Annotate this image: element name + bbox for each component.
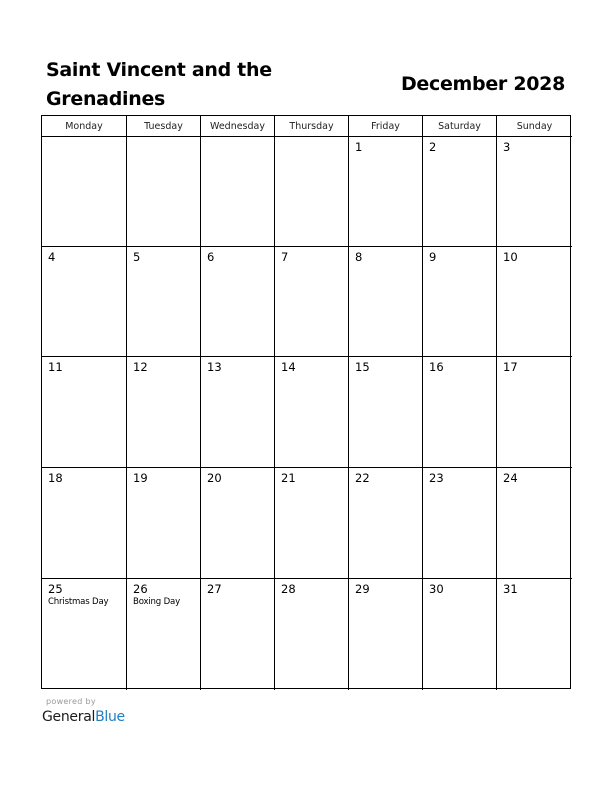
day-number: 4 [48,250,56,264]
day-number: 30 [429,582,444,596]
day-cell-13 [201,357,275,468]
day-cell-15 [349,357,423,468]
weekday-header-friday: Friday [349,116,423,137]
weekday-header-thursday: Thursday [275,116,349,137]
day-cell-21 [275,468,349,579]
day-number: 12 [133,360,148,374]
day-cell-23 [423,468,497,579]
day-cell-5 [127,247,201,357]
day-number: 28 [281,582,296,596]
day-cell-27 [201,579,275,690]
empty-day-cell [201,137,275,247]
weekday-header-wednesday: Wednesday [201,116,275,137]
day-cell-16 [423,357,497,468]
day-number: 6 [207,250,215,264]
day-cell-24 [497,468,572,579]
day-number: 17 [503,360,518,374]
day-cell-1 [349,137,423,247]
weekday-header-sunday: Sunday [497,116,572,137]
day-number: 23 [429,471,444,485]
day-cell-25 [42,579,127,690]
powered-by-label: powered by [46,697,96,706]
holiday-label: Boxing Day [133,597,180,607]
day-number: 26 [133,582,148,596]
day-number: 5 [133,250,141,264]
weekday-header-monday: Monday [42,116,127,137]
brand-blue: Blue [95,709,125,725]
day-cell-28 [275,579,349,690]
empty-day-cell [42,137,127,247]
day-cell-31 [497,579,572,690]
day-cell-4 [42,247,127,357]
day-cell-11 [42,357,127,468]
day-cell-2 [423,137,497,247]
day-cell-18 [42,468,127,579]
day-number: 22 [355,471,370,485]
day-number: 3 [503,140,511,154]
calendar-grid [41,115,571,689]
day-number: 16 [429,360,444,374]
day-number: 13 [207,360,222,374]
day-cell-12 [127,357,201,468]
day-cell-30 [423,579,497,690]
day-number: 9 [429,250,437,264]
empty-day-cell [127,137,201,247]
day-cell-22 [349,468,423,579]
holiday-label: Christmas Day [48,597,109,607]
day-number: 27 [207,582,222,596]
day-cell-26 [127,579,201,690]
day-cell-6 [201,247,275,357]
brand-general: General [42,709,96,725]
day-number: 14 [281,360,296,374]
day-number: 15 [355,360,370,374]
day-number: 20 [207,471,222,485]
day-cell-10 [497,247,572,357]
day-number: 7 [281,250,289,264]
day-number: 2 [429,140,437,154]
day-cell-29 [349,579,423,690]
generalblue-logo [42,708,125,726]
weekday-header-tuesday: Tuesday [127,116,201,137]
day-number: 31 [503,582,518,596]
day-number: 24 [503,471,518,485]
day-number: 29 [355,582,370,596]
day-cell-17 [497,357,572,468]
day-number: 21 [281,471,296,485]
month-title: December 2028 [400,73,565,95]
weekday-header-saturday: Saturday [423,116,497,137]
day-number: 8 [355,250,363,264]
empty-day-cell [275,137,349,247]
country-title: Saint Vincent and the Grenadines [46,59,272,110]
day-cell-7 [275,247,349,357]
day-number: 10 [503,250,518,264]
day-cell-14 [275,357,349,468]
day-cell-9 [423,247,497,357]
day-number: 11 [48,360,63,374]
day-number: 18 [48,471,63,485]
day-cell-3 [497,137,572,247]
day-number: 1 [355,140,363,154]
day-cell-8 [349,247,423,357]
day-number: 19 [133,471,148,485]
day-cell-19 [127,468,201,579]
day-number: 25 [48,582,63,596]
day-cell-20 [201,468,275,579]
